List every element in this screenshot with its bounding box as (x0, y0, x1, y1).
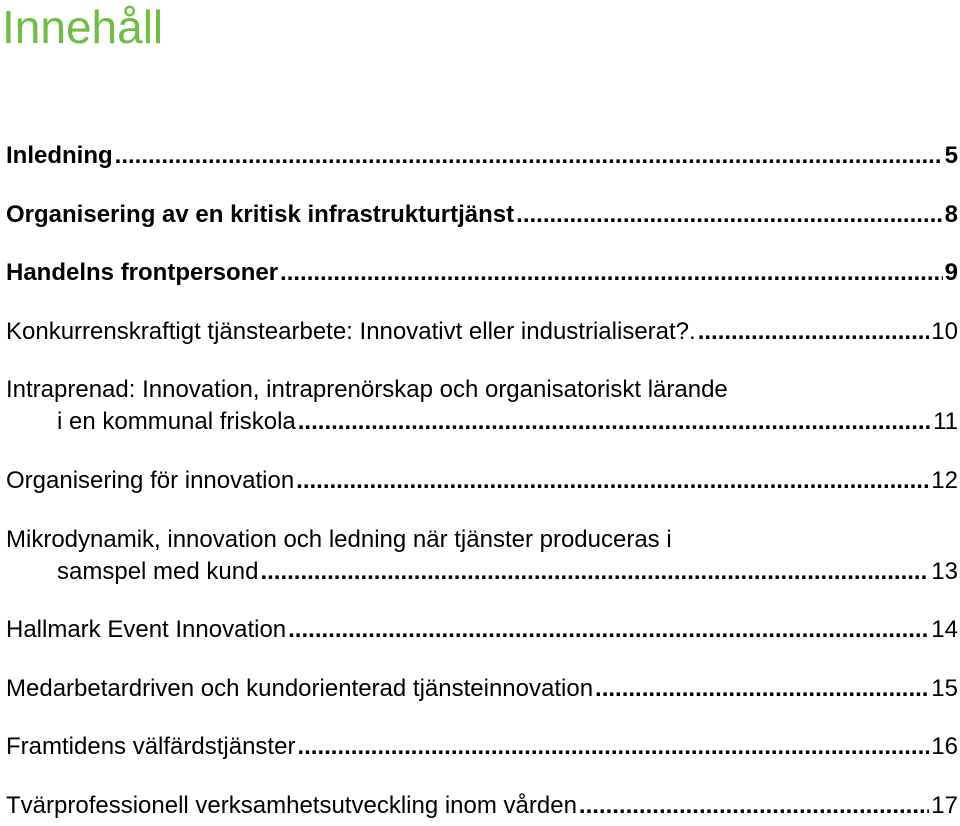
toc-leader-dots (595, 673, 929, 705)
toc-entry-title-continued: i en kommunal friskola (57, 408, 296, 436)
toc-entry[interactable] (6, 673, 958, 705)
toc-entry-page: 12 (931, 466, 958, 494)
toc-entry-title: Konkurrenskraftigt tjänstearbete: Innovativt eller industrialiserat?. (6, 317, 696, 345)
toc-entry[interactable] (6, 199, 958, 231)
toc-leader-dots (297, 731, 929, 763)
toc-entry-page: 11 (933, 408, 958, 436)
toc-entry-title: Hallmark Event Innovation (6, 616, 287, 644)
toc-entry-title: Tvärprofessionell verksamhetsutveckling inom vården (6, 791, 577, 819)
toc-leader-dots (516, 199, 942, 231)
toc-leader-dots (698, 316, 930, 348)
toc-entry[interactable] (6, 524, 958, 588)
toc-entry-page: 9 (944, 259, 958, 287)
toc-leader-dots (298, 406, 931, 438)
toc-entry-title: Handelns frontpersoner (6, 259, 279, 287)
toc-entry[interactable] (6, 614, 958, 646)
table-of-contents (6, 140, 958, 822)
toc-entry-title: Framtidens välfärdstjänster (6, 733, 296, 761)
toc-leader-dots (579, 790, 929, 822)
toc-entry[interactable] (6, 140, 958, 172)
toc-entry[interactable] (6, 731, 958, 763)
toc-entry[interactable] (6, 374, 958, 438)
toc-entry-title-continued: samspel med kund (57, 557, 259, 585)
toc-entry-title: Organisering av en kritisk infrastrukturtjänst (6, 200, 515, 228)
toc-entry-title: Inledning (6, 142, 113, 169)
toc-leader-dots (288, 614, 929, 646)
toc-entry-title: Organisering för innovation (6, 466, 295, 494)
toc-entry[interactable] (6, 316, 958, 348)
toc-entry[interactable] (6, 257, 958, 289)
toc-entry-title: Medarbetardriven och kundorienterad tjänsteinnovation (6, 674, 594, 702)
toc-entry[interactable] (6, 790, 958, 822)
toc-entry-page: 16 (931, 733, 958, 761)
toc-entry-page: 5 (944, 142, 958, 169)
toc-entry-page: 13 (931, 557, 958, 585)
toc-entry[interactable] (6, 465, 958, 497)
toc-entry-title: Mikrodynamik, innovation och ledning när tjänster produceras i (6, 525, 672, 553)
toc-entry-page: 14 (931, 616, 958, 644)
toc-entry-page: 10 (931, 317, 958, 345)
toc-entry-page: 8 (944, 200, 958, 228)
toc-leader-dots (280, 257, 943, 289)
toc-leader-dots (260, 556, 929, 588)
toc-entry-page: 17 (931, 791, 958, 819)
page-title: Innehåll (2, 1, 164, 53)
toc-entry-title: Intraprenad: Innovation, intraprenörskap och organisatoriskt lärande (6, 376, 728, 404)
toc-entry-page: 15 (931, 674, 958, 702)
toc-leader-dots (115, 140, 943, 172)
toc-leader-dots (296, 465, 929, 497)
